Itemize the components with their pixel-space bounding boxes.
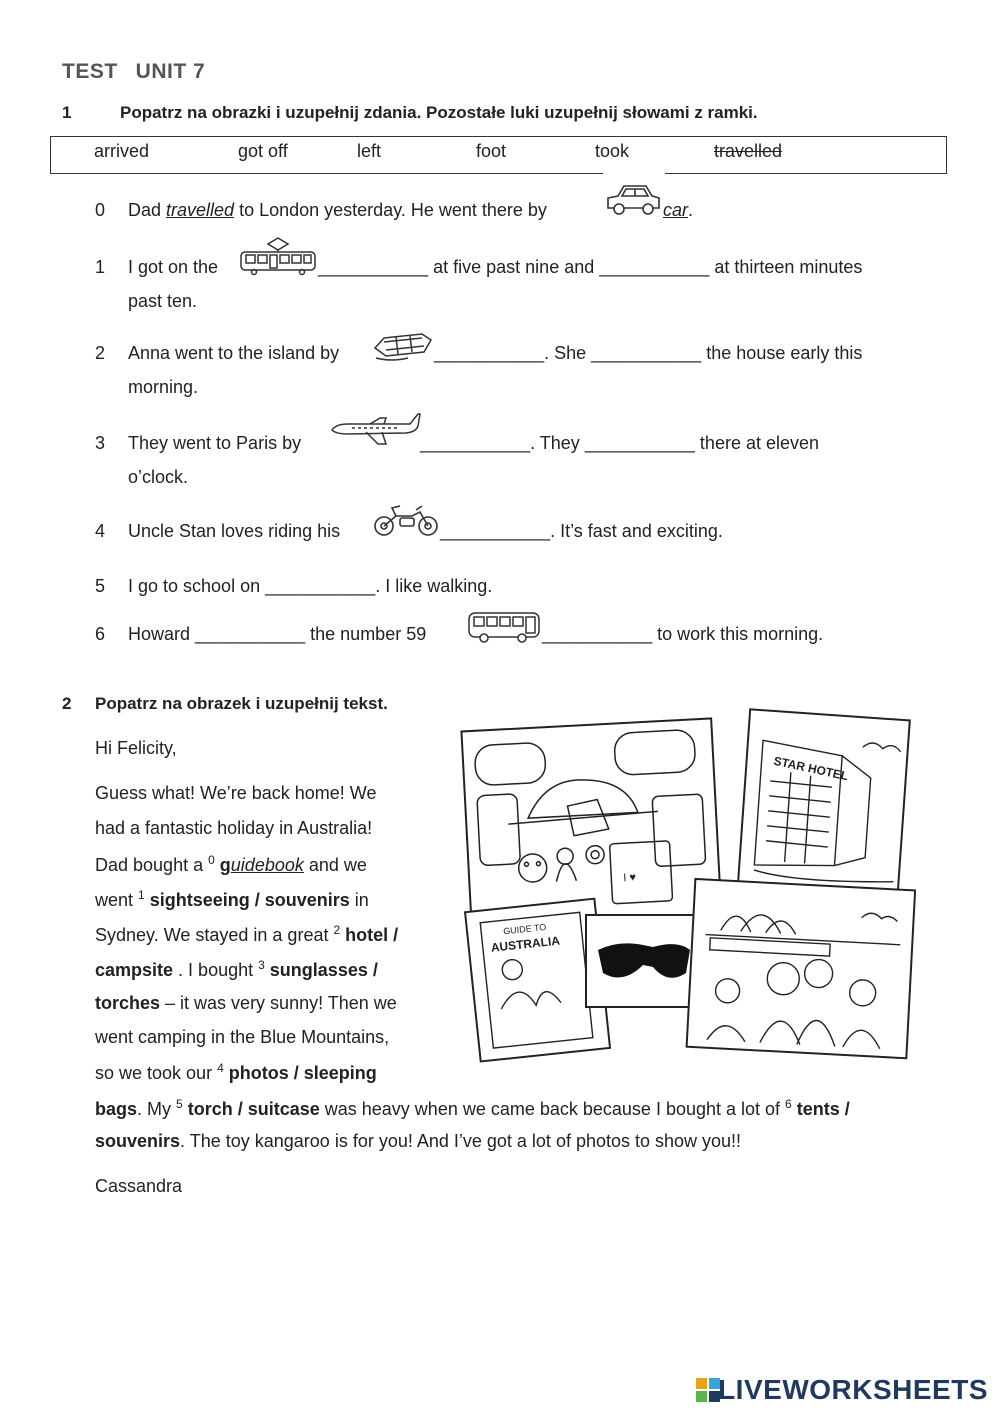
gap-4-number: 4: [217, 1061, 224, 1075]
gap-3-number: 3: [258, 958, 265, 972]
liveworksheets-brand[interactable]: LIVEWORKSHEETS: [718, 1374, 988, 1405]
bus-icon: [466, 610, 542, 644]
letter-line-4-c: in: [349, 890, 369, 910]
exercise-1-number: 1: [62, 103, 72, 122]
gap-6-number: 6: [785, 1097, 792, 1111]
item-2-number: 2: [95, 343, 106, 363]
gap-0-first-letter: g: [219, 855, 231, 875]
sydney-photo: [687, 879, 915, 1058]
item-4-number: 4: [95, 521, 106, 541]
gap-3-options-b[interactable]: torches: [95, 993, 161, 1013]
item-3-number: 3: [95, 433, 106, 453]
item-1-text-c: past ten.: [128, 291, 198, 311]
holiday-photo-collage: [458, 705, 916, 1077]
gap-5-options[interactable]: torch / suitcase: [182, 1099, 320, 1119]
item-0-answer-word: car: [663, 200, 689, 220]
letter-line-10-b: . My: [137, 1099, 177, 1119]
word-left: left: [357, 141, 382, 161]
item-0-answer: [663, 200, 693, 221]
item-2-text-a: Anna went to the island by: [128, 343, 340, 363]
letter-line-9: [95, 1061, 377, 1084]
letter-line-3-b: and we: [303, 855, 367, 875]
item-0-number: 0: [95, 200, 106, 220]
word-arrived: arrived: [94, 141, 150, 161]
item-0-end: .: [688, 200, 694, 220]
exercise-2-number: 2: [62, 694, 72, 713]
letter-line-6-b: . I bought: [173, 960, 259, 980]
letter-line-7-b: – it was very sunny! Then we: [160, 993, 397, 1013]
gap-4-options-b[interactable]: bags: [95, 1099, 138, 1119]
guide-text: GUIDE TO: [502, 921, 547, 937]
car-icon: [604, 180, 662, 220]
item-6-text-a: Howard ___________ the number 59: [128, 624, 427, 644]
item-3-text-a: They went to Paris by: [128, 433, 302, 453]
item-6-text-b: ___________ to work this morning.: [542, 624, 824, 644]
item-0-sentence: [128, 200, 547, 221]
letter-line-10: [95, 1097, 850, 1120]
page-title: [62, 60, 223, 84]
item-0-text-b: to London yesterday. He went there by: [234, 200, 547, 220]
item-2-text-b: ___________. She ___________ the house early this: [434, 343, 863, 363]
boat-icon: [372, 328, 434, 364]
word-travelled: travelled: [714, 141, 783, 161]
plane-icon: [330, 408, 422, 448]
gap-6-options-a[interactable]: tents /: [791, 1099, 850, 1119]
gap-6-options-b[interactable]: souvenirs: [95, 1131, 181, 1151]
letter-line-7: [95, 993, 397, 1014]
letter-line-3: [95, 853, 367, 876]
gap-2-options-a[interactable]: hotel /: [340, 925, 399, 945]
gap-0-number: 0: [208, 853, 215, 867]
hotel-photo: [737, 709, 910, 910]
exercise-1-instruction: Popatrz na obrazki i uzupełnij zdania. Pozostałe luki uzupełnij słowami z ramki.: [120, 103, 758, 122]
letter-line-4: [95, 888, 369, 911]
item-4-text-b: ___________. It’s fast and exciting.: [440, 521, 723, 541]
letter-line-4-a: went: [95, 890, 139, 910]
word-box: [50, 136, 947, 174]
word-took: took: [595, 141, 630, 161]
mug-text: I ♥: [623, 871, 637, 885]
title-test: TEST: [62, 60, 118, 83]
gap-0-example: uidebook: [230, 855, 304, 875]
item-4-text-a: Uncle Stan loves riding his: [128, 521, 341, 541]
item-5-text-a: I go to school on ___________. I like walking.: [128, 576, 493, 596]
gap-2-number: 2: [333, 923, 341, 937]
title-unit: UNIT 7: [135, 60, 206, 83]
item-1-text-a: I got on the: [128, 257, 219, 277]
item-0-text-a: Dad: [128, 200, 167, 220]
word-foot: foot: [476, 141, 507, 161]
letter-line-6: [95, 958, 378, 981]
letter-line-2: had a fantastic holiday in Australia!: [95, 818, 373, 838]
gap-1-options[interactable]: sightseeing / souvenirs: [144, 890, 350, 910]
letter-line-3-a: Dad bought a: [95, 855, 209, 875]
hotel-sign-text: STAR HOTEL: [772, 753, 850, 784]
gap-4-options-a[interactable]: photos / sleeping: [223, 1063, 377, 1083]
item-6-number: 6: [95, 624, 106, 644]
gap-1-number: 1: [138, 888, 145, 902]
letter-line-8: went camping in the Blue Mountains,: [95, 1027, 390, 1047]
item-2-text-c: morning.: [128, 377, 199, 397]
letter-line-5-a: Sydney. We stayed in a great: [95, 925, 334, 945]
word-got-off: got off: [238, 141, 288, 161]
exercise-2-instruction: Popatrz na obrazek i uzupełnij tekst.: [95, 694, 388, 713]
motorbike-icon: [372, 502, 440, 538]
item-3-text-b: ___________. They ___________ there at eleven: [420, 433, 820, 453]
letter-line-1: Guess what! We’re back home! We: [95, 783, 377, 803]
item-0-example: travelled: [166, 200, 235, 220]
gap-2-options-b[interactable]: campsite: [95, 960, 174, 980]
item-3-text-c: o’clock.: [128, 467, 189, 487]
letter-line-10-d: was heavy when we came back because I bought a lot of: [319, 1099, 786, 1119]
sunglasses-photo: [586, 915, 696, 1007]
item-1-text-b: ___________ at five past nine and ___________ at thirteen minutes: [318, 257, 863, 277]
letter-line-9-a: so we took our: [95, 1063, 218, 1083]
gap-5-number: 5: [176, 1097, 183, 1111]
tram-icon: [238, 236, 318, 276]
item-5-number: 5: [95, 576, 106, 596]
letter-line-11: [95, 1131, 741, 1152]
box-gap: [603, 171, 665, 175]
letter-line-11-b: . The toy kangaroo is for you! And I’ve got a lot of photos to show you!!: [180, 1131, 742, 1151]
item-1-number: 1: [95, 257, 106, 277]
australia-text: AUSTRALIA: [490, 933, 561, 955]
letter-line-5: [95, 923, 398, 946]
gap-3-options-a[interactable]: sunglasses /: [264, 960, 378, 980]
letter-greeting: Hi Felicity,: [95, 738, 177, 758]
letter-signature: Cassandra: [95, 1176, 183, 1196]
